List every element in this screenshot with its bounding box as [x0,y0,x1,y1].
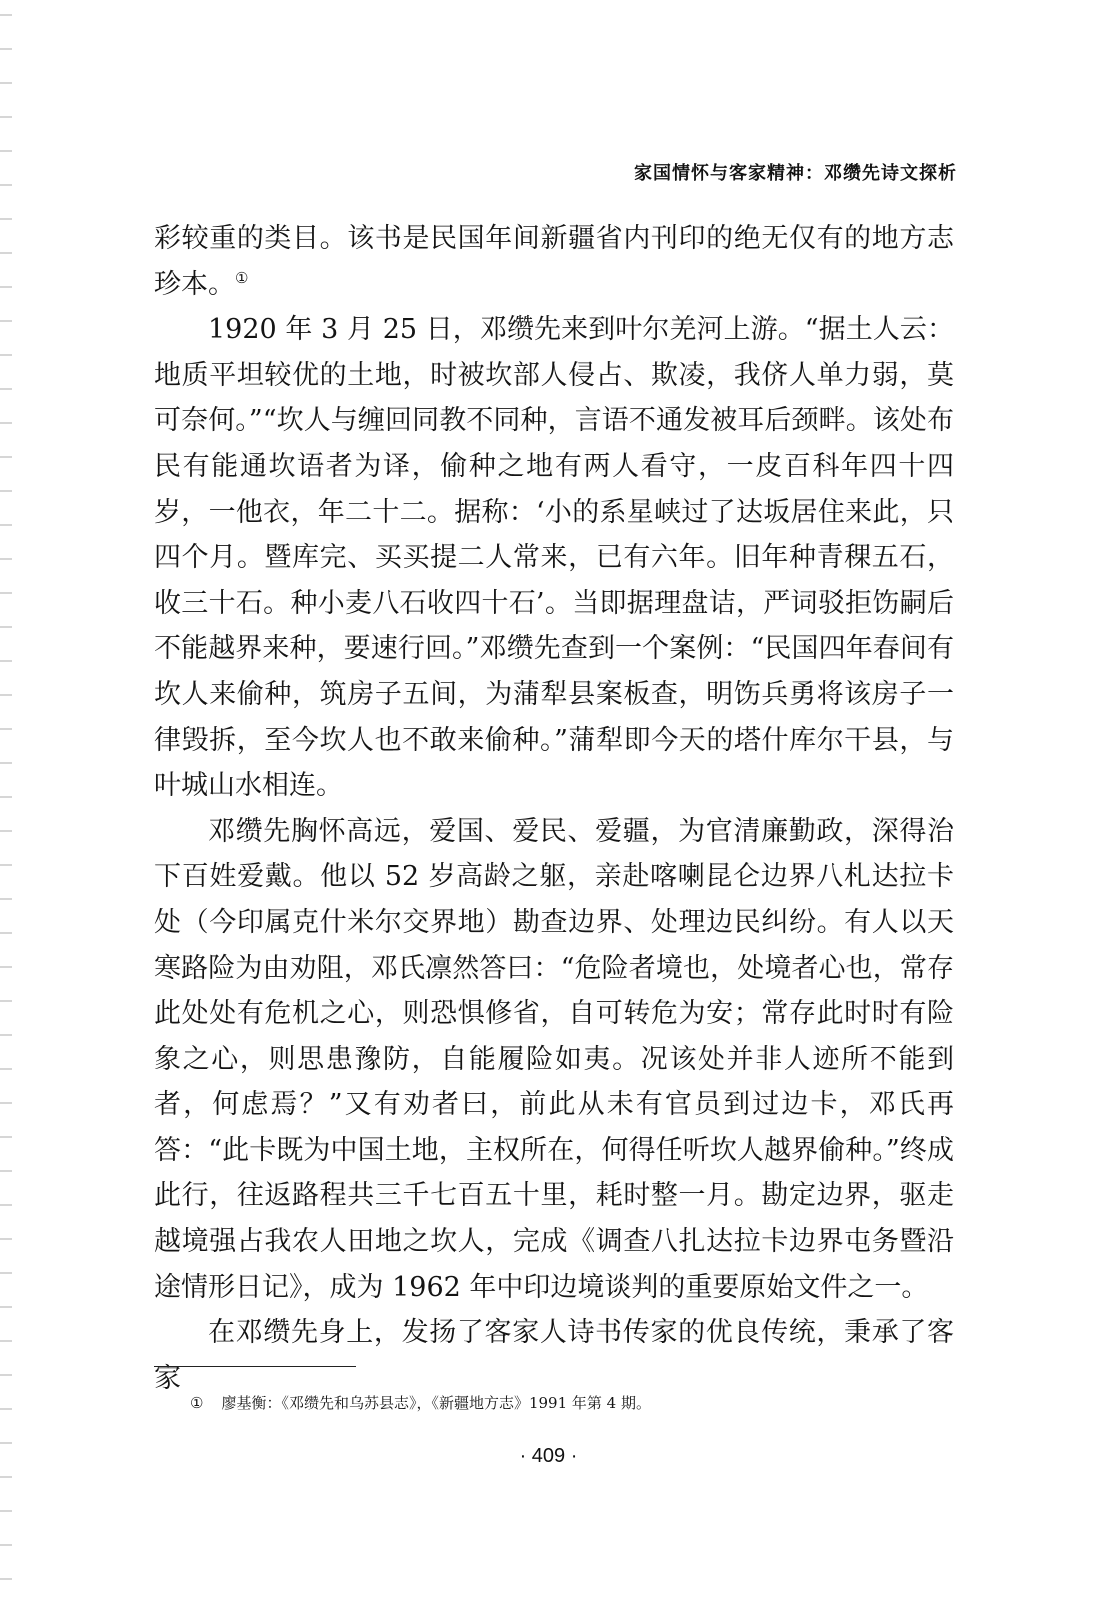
paragraph [154,1310,954,1401]
body-text [154,216,954,1401]
footnote-mark: ① [190,1394,204,1412]
paragraph-text: 邓缵先胸怀高远，爱国、爱民、爱疆，为官清廉勤政，深得治下百姓爱戴。他以 52 岁高龄之躯，亲赴喀喇昆仑边界八札达拉卡处（今印属克什米尔交界地）勘查边界、处理边民纠纷。有人以天寒路险为由劝阻，邓氏凛然答曰：“危险者境也，处境者心也，常存此处处有危机之心，则恐惧修省，自可转危为安；常存此时时有险象之心，则思患豫防，自能履险如夷。况该处并非人迹所不能到者，何虑焉？”又有劝者曰，前此从未有官员到过边卡，邓氏再答：“此卡既为中国土地，主权所在，何得任听坎人越界偷种。”终成此行，往返路程共三千七百五十里，耗时整一月。勘定边界，驱走越境强占我农人田地之坎人，完成《调查八扎达拉卡边界屯务暨沿途情形日记》，成为 1962 年中印边境谈判的重要原始文件之一。 [154,815,954,1303]
footnote-text: 廖基衡：《邓缵先和乌苏县志》，《新疆地方志》1991 年第 4 期。 [221,1394,651,1412]
paragraph [154,216,954,307]
running-head: 家国情怀与客家精神：邓缵先诗文探析 [634,163,957,184]
paragraph-text: 彩较重的类目。该书是民国年间新疆省内刊印的绝无仅有的地方志珍本。 [154,223,954,300]
footnote-reference[interactable]: ① [235,268,249,287]
paragraph-text: 在邓缵先身上，发扬了客家人诗书传家的优良传统，秉承了客家 [154,1317,954,1394]
paragraph [154,307,954,809]
scan-edge [0,0,12,1600]
paragraph-text: 1920 年 3 月 25 日，邓缵先来到叶尔羌河上游。“据土人云：地质平坦较优的土地，时被坎部人侵占、欺凌，我侪人单力弱，莫可奈何。”“坎人与缠回同教不同种，言语不通发被耳后颈畔。该处布民有能通坎语者为译，偷种之地有两人看守，一皮百科年四十四岁，一他衣，年二十二。据称：‘小的系星峡过了达坂居住来此，只四个月。暨库完、买买提二人常来，已有六年。旧年种青稞五石，收三十石。种小麦八石收四十石’。当即据理盘诘，严词驳拒饬嗣后不能越界来种，要速行回。”邓缵先查到一个案例：“民国四年春间有坎人来偷种，筑房子五间，为蒲犁县案板查，明饬兵勇将该房子一律毁拆，至今坎人也不敢来偷种。”蒲犁即今天的塔什库尔干县，与叶城山水相连。 [154,314,954,802]
footnote [190,1392,651,1413]
page-number: · 409 · [519,1445,578,1467]
paragraph [154,809,954,1311]
footnote-divider [154,1366,356,1367]
